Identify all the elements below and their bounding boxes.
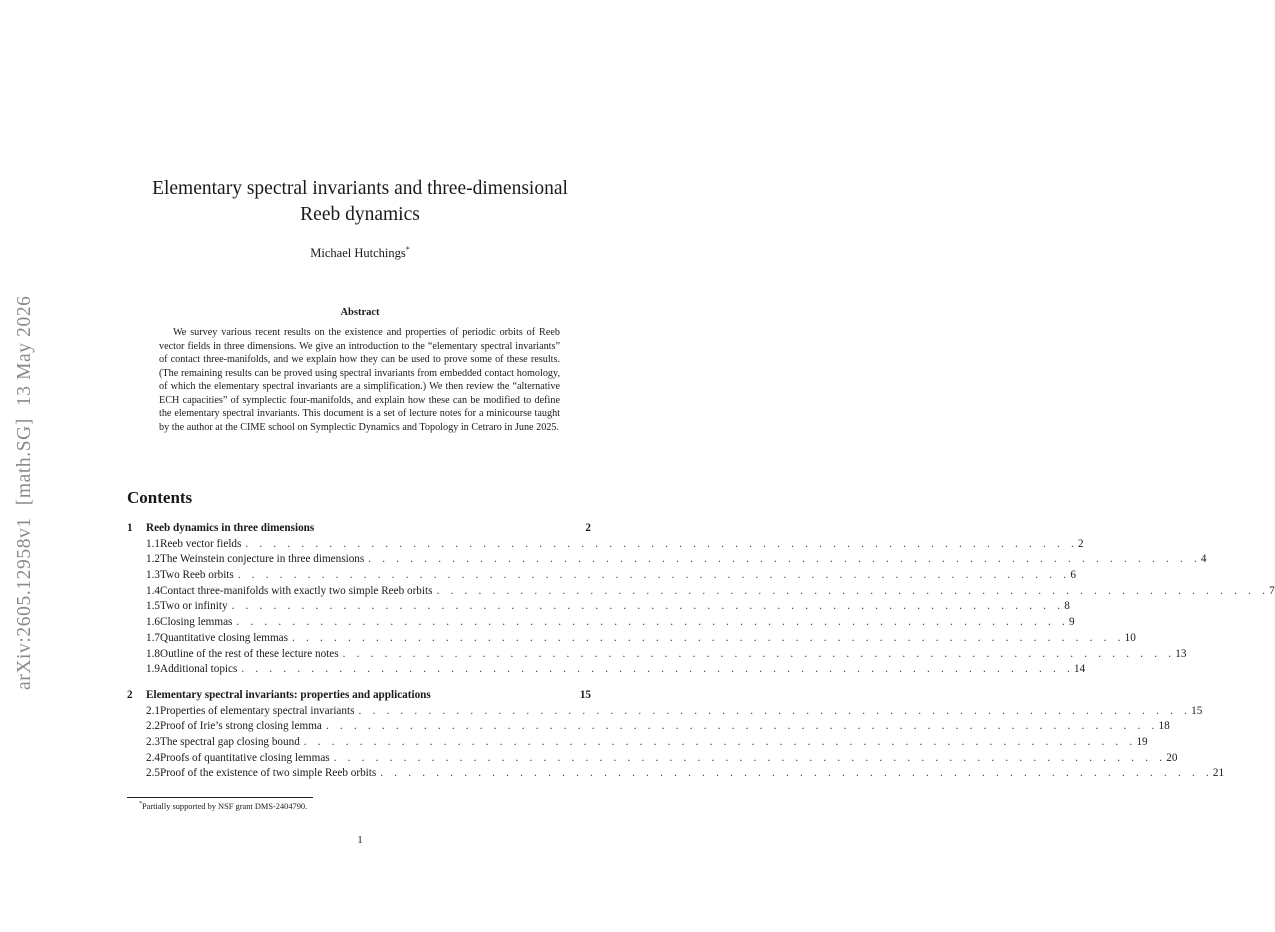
toc-subsection-page: 14 bbox=[1074, 663, 1086, 676]
toc-leader-dots: . . . . . . . . . . . . . . . . . . . . . . . . . . . . . . . . . . . . . . . . . . . . . . . . . . . . . . . . . . . . bbox=[436, 584, 1270, 597]
toc-subsection-2-1[interactable] bbox=[127, 704, 1203, 720]
toc-subsection-number: 2.2 bbox=[146, 720, 160, 733]
footnote-text: Partially supported by NSF grant DMS-2404790. bbox=[142, 801, 308, 811]
toc-subsection-number: 1.7 bbox=[146, 631, 160, 644]
toc-subsection-title: Two Reeb orbits bbox=[159, 569, 234, 582]
author bbox=[0, 245, 720, 261]
toc-leader-dots: . . . . . . . . . . . . . . . . . . . . . . . . . . . . . . . . . . . . . . . . . . . . . . . . . . . . . . . . . . . . bbox=[237, 569, 1071, 582]
table-of-contents bbox=[127, 521, 1275, 782]
toc-section-number: 2 bbox=[127, 688, 133, 701]
paper-title bbox=[0, 176, 720, 228]
toc-subsection-title: Two or infinity bbox=[159, 600, 228, 613]
toc-subsection-1-5[interactable] bbox=[127, 599, 1070, 615]
toc-subsection-title: The Weinstein conjecture in three dimensions bbox=[159, 553, 365, 566]
toc-subsection-page: 7 bbox=[1269, 584, 1275, 597]
toc-subsection-page: 2 bbox=[1078, 537, 1084, 550]
toc-subsection-number: 1.4 bbox=[146, 584, 160, 597]
contents-heading: Contents bbox=[127, 488, 193, 507]
toc-subsection-title: Proof of Irie’s strong closing lemma bbox=[159, 720, 322, 733]
arxiv-date: 13 May 2026 bbox=[14, 295, 35, 407]
toc-subsection-number: 2.3 bbox=[146, 735, 160, 748]
toc-subsection-1-8[interactable] bbox=[127, 647, 1187, 663]
toc-subsection-page: 20 bbox=[1166, 751, 1178, 764]
toc-subsection-1-2[interactable] bbox=[127, 552, 1207, 568]
toc-subsection-title: Outline of the rest of these lecture notes bbox=[159, 647, 339, 660]
toc-leader-dots: . . . . . . . . . . . . . . . . . . . . . . . . . . . . . . . . . . . . . . . . . . . . . . . . . . . . . . . . . . . . bbox=[325, 720, 1159, 733]
toc-subsection-number: 2.1 bbox=[146, 704, 160, 717]
toc-leader-dots: . . . . . . . . . . . . . . . . . . . . . . . . . . . . . . . . . . . . . . . . . . . . . . . . . . . . . . . . . . . . bbox=[245, 537, 1079, 550]
arxiv-stamp bbox=[14, 295, 36, 690]
toc-subsection-number: 1.2 bbox=[146, 553, 160, 566]
toc-subsection-page: 8 bbox=[1064, 600, 1070, 613]
toc-subsection-title: Quantitative closing lemmas bbox=[159, 631, 288, 644]
toc-section-number: 1 bbox=[127, 522, 133, 534]
toc-leader-dots: . . . . . . . . . . . . . . . . . . . . . . . . . . . . . . . . . . . . . . . . . . . . . . . . . . . . . . . . . . . . bbox=[333, 751, 1167, 764]
toc-subsection-title: Proof of the existence of two simple Reeb orbits bbox=[159, 767, 377, 780]
toc-subsection-number: 1.5 bbox=[146, 600, 160, 613]
toc-subsection-page: 18 bbox=[1158, 720, 1170, 733]
toc-leader-dots: . . . . . . . . . . . . . . . . . . . . . . . . . . . . . . . . . . . . . . . . . . . . . . . . . . . . . . . . . . . . bbox=[358, 704, 1192, 717]
toc-subsection-page: 19 bbox=[1136, 735, 1148, 748]
toc-subsection-page: 13 bbox=[1175, 647, 1187, 660]
toc-subsection-title: Reeb vector fields bbox=[159, 537, 242, 550]
toc-subsection-number: 1.3 bbox=[146, 569, 160, 582]
abstract-heading: Abstract bbox=[340, 307, 380, 318]
toc-leader-dots: . . . . . . . . . . . . . . . . . . . . . . . . . . . . . . . . . . . . . . . . . . . . . . . . . . . . . . . . . . . . bbox=[241, 663, 1074, 676]
toc-subsection-title: Proofs of quantitative closing lemmas bbox=[159, 751, 330, 764]
toc-section-2[interactable] bbox=[127, 688, 591, 704]
author-footnote-mark: * bbox=[405, 245, 410, 254]
toc-subsection-number: 2.5 bbox=[146, 767, 160, 780]
toc-leader-dots: . . . . . . . . . . . . . . . . . . . . . . . . . . . . . . . . . . . . . . . . . . . . . . . . . . . . . . . . . . . . bbox=[342, 647, 1176, 660]
toc-subsection-title: The spectral gap closing bound bbox=[159, 735, 300, 748]
toc-subsection-1-6[interactable] bbox=[127, 615, 1075, 631]
toc-leader-dots: . . . . . . . . . . . . . . . . . . . . . . . . . . . . . . . . . . . . . . . . . . . . . . . . . . . . . . . . . . . . bbox=[236, 616, 1070, 629]
footnote bbox=[139, 801, 307, 811]
footnote-rule bbox=[127, 797, 313, 798]
toc-subsection-page: 4 bbox=[1200, 553, 1207, 566]
toc-subsection-title: Properties of elementary spectral invariants bbox=[159, 704, 355, 717]
title-line-1: Elementary spectral invariants and three-dimensional bbox=[152, 178, 568, 199]
toc-leader-dots: . . . . . . . . . . . . . . . . . . . . . . . . . . . . . . . . . . . . . . . . . . . . . . . . . . . . . . . . . . . . bbox=[231, 600, 1065, 613]
toc-subsection-1-1[interactable] bbox=[127, 537, 1084, 553]
toc-leader-dots: . . . . . . . . . . . . . . . . . . . . . . . . . . . . . . . . . . . . . . . . . . . . . . . . . . . . . . . . . . . . bbox=[303, 735, 1137, 748]
toc-subsection-2-3[interactable] bbox=[127, 735, 1148, 751]
page-number: 1 bbox=[357, 834, 363, 846]
abstract-text: We survey various recent results on the existence and properties of periodic orbits of Reeb vector fields in three dimensions. We give an introduction to the “elementary spectral invariants” of contact three-manifolds, and we explain how they can be used to prove some of these results. (The remaining results can be proved using spectral invariants from embedded contact homology, of which the elementary spectral invariants are a simplification.) We then review the “alternative ECH capacities” of symplectic four-manifolds, and explain how these can be modified to define the elementary spectral invariants. This document is a set of lecture notes for a minicourse taught by the author at the CIME school on Symplectic Dynamics and Topology in Cetraro in June 2025. bbox=[159, 327, 560, 433]
toc-subsection-page: 10 bbox=[1124, 631, 1136, 644]
toc-subsection-1-4[interactable] bbox=[127, 584, 1275, 600]
toc-leader-dots: . . . . . . . . . . . . . . . . . . . . . . . . . . . . . . . . . . . . . . . . . . . . . . . . . . . . . . . . . . . . bbox=[380, 767, 1213, 780]
toc-subsection-title: Contact three-manifolds with exactly two simple Reeb orbits bbox=[159, 584, 433, 597]
arxiv-id: arXiv:2605.12958v1 bbox=[14, 517, 35, 690]
toc-subsection-number: 2.4 bbox=[146, 751, 160, 764]
toc-subsection-title: Closing lemmas bbox=[159, 616, 233, 629]
title-line-2: Reeb dynamics bbox=[300, 204, 420, 225]
toc-section-title: Reeb dynamics in three dimensions bbox=[146, 522, 315, 534]
toc-subsection-2-5[interactable] bbox=[127, 766, 1225, 782]
author-name: Michael Hutchings bbox=[310, 246, 406, 261]
toc-section-1[interactable] bbox=[127, 521, 591, 537]
toc-leader-dots: . . . . . . . . . . . . . . . . . . . . . . . . . . . . . . . . . . . . . . . . . . . . . . . . . . . . . . . . . . . . bbox=[292, 631, 1125, 644]
toc-subsection-page: 15 bbox=[1191, 704, 1203, 717]
toc-subsection-number: 1.8 bbox=[146, 647, 160, 660]
toc-section-page: 15 bbox=[579, 688, 591, 701]
toc-subsection-page: 6 bbox=[1070, 569, 1077, 582]
toc-subsection-number: 1.1 bbox=[146, 537, 160, 550]
toc-leader-dots: . . . . . . . . . . . . . . . . . . . . . . . . . . . . . . . . . . . . . . . . . . . . . . . . . . . . . . . . . . . . bbox=[368, 553, 1201, 566]
toc-subsection-2-4[interactable] bbox=[127, 751, 1178, 767]
arxiv-category: [math.SG] bbox=[14, 418, 35, 506]
footnote-mark: * bbox=[139, 801, 142, 807]
toc-subsection-page: 21 bbox=[1212, 767, 1225, 780]
toc-section-title: Elementary spectral invariants: properties and applications bbox=[146, 688, 431, 701]
toc-subsection-2-2[interactable] bbox=[127, 719, 1170, 735]
toc-subsection-1-3[interactable] bbox=[127, 568, 1077, 584]
toc-subsection-page: 9 bbox=[1069, 616, 1075, 629]
toc-section-page: 2 bbox=[585, 522, 591, 534]
toc-subsection-1-9[interactable] bbox=[127, 662, 1086, 678]
toc-subsection-1-7[interactable] bbox=[127, 631, 1136, 647]
toc-subsection-number: 1.9 bbox=[146, 663, 160, 676]
toc-subsection-number: 1.6 bbox=[146, 616, 160, 629]
toc-subsection-title: Additional topics bbox=[159, 663, 238, 676]
